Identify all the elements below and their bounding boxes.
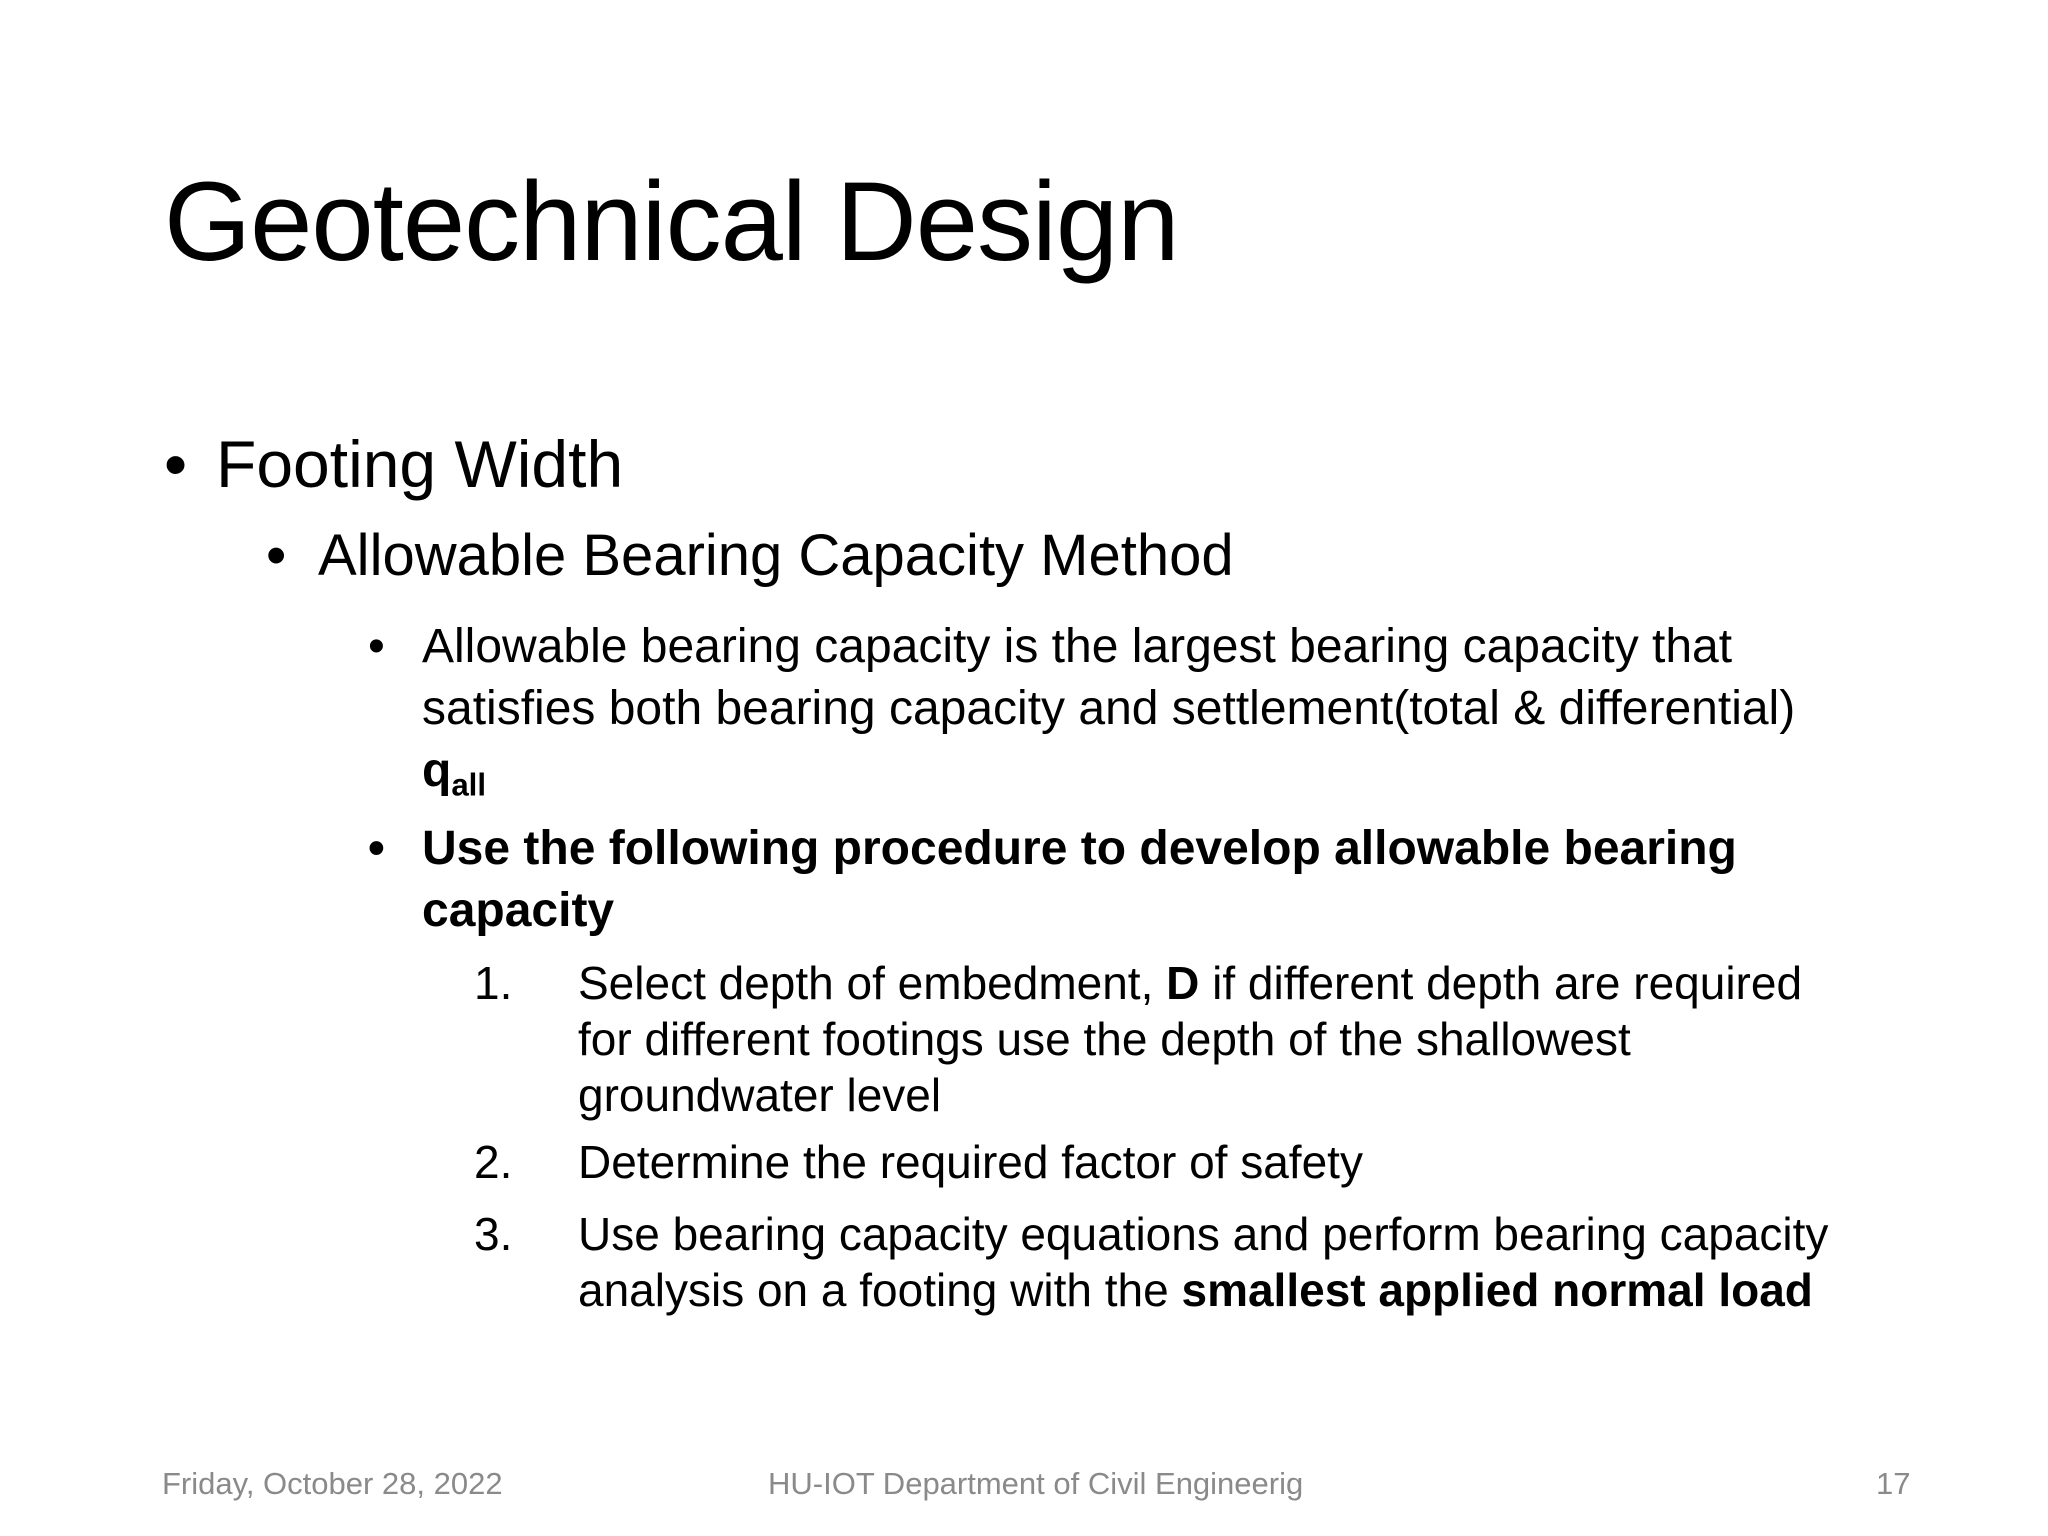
bullet-marker: • <box>368 822 385 875</box>
step-text: Determine the required factor of safety <box>578 1136 1363 1188</box>
step-text-part: Select depth of embedment, <box>578 957 1167 1009</box>
step-number: 2. <box>474 1136 513 1188</box>
step-bold-text: smallest applied normal load <box>1181 1264 1813 1316</box>
bullet-text: Allowable Bearing Capacity Method <box>318 523 1234 588</box>
step-text <box>578 955 1868 1123</box>
bullet-text: Footing Width <box>216 427 624 501</box>
step-text-part: if different depth are required for different footings use the depth of the shallowest groundwater level <box>578 957 1803 1121</box>
step-number: 1. <box>474 957 513 1009</box>
q-subscript: all <box>451 767 487 803</box>
footer-department: HU-IOT Department of Civil Engineerig <box>768 1466 1304 1501</box>
bullet-footing-width <box>164 428 623 501</box>
step-number: 3. <box>474 1208 513 1260</box>
procedure-step-2 <box>474 1134 1894 1190</box>
bullet-marker: • <box>164 427 188 501</box>
bullet-procedure-intro <box>368 818 1888 942</box>
bullet-text: Use the following procedure to develop allowable bearing capacity <box>422 822 1737 937</box>
footer-page-number: 17 <box>1876 1466 1911 1501</box>
bullet-marker: • <box>368 620 385 673</box>
procedure-step-3 <box>474 1206 1894 1318</box>
slide-title: Geotechnical Design <box>164 159 1179 284</box>
bullet-allowable-method <box>266 524 1234 588</box>
step-text-part: Use bearing capacity equations and perform bearing capacity analysis on a footing with the <box>578 1208 1829 1316</box>
procedure-step-1 <box>474 955 1894 1123</box>
step-text <box>578 1206 1868 1318</box>
bullet-text <box>422 616 1872 802</box>
footer-date: Friday, October 28, 2022 <box>162 1466 503 1501</box>
bullet-allowable-definition <box>368 616 1888 802</box>
bullet-marker: • <box>266 523 287 588</box>
q-symbol: q <box>422 744 452 797</box>
depth-symbol: D <box>1166 957 1200 1009</box>
definition-text: Allowable bearing capacity is the largest bearing capacity that satisfies both bearing capacity and settlement(total & differential) <box>422 620 1796 735</box>
q-all-symbol <box>422 744 487 803</box>
